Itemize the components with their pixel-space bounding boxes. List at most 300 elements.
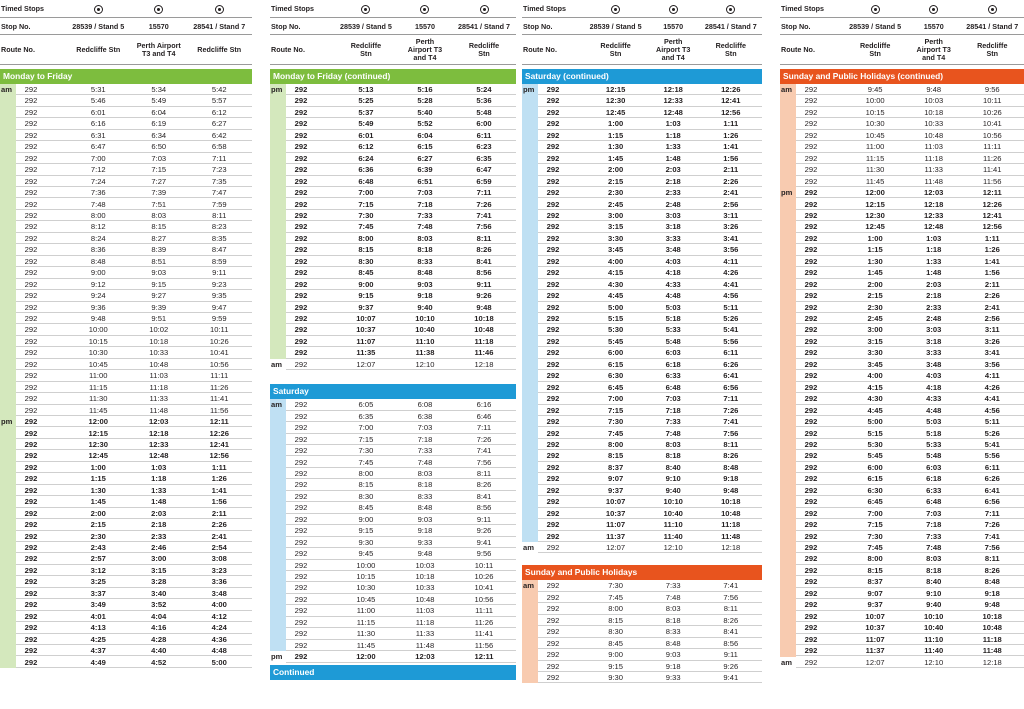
departure-time-cell: 11:18 (982, 634, 1002, 644)
timetable-row (270, 514, 516, 525)
timetable-row (780, 118, 1024, 129)
stop-number-cell: 28539 / Stand 5 (589, 21, 642, 31)
timetable-row (0, 382, 252, 393)
route-number-cell: 292 (804, 600, 818, 610)
stop-marker-cell (963, 0, 1022, 18)
departure-time-cell: 8:41 (476, 256, 492, 266)
departure-time-cell: 9:03 (417, 279, 433, 289)
timetable-row (270, 560, 516, 571)
departure-time-cell: 7:47 (211, 188, 227, 198)
header-label: Timed Stops (781, 4, 824, 13)
timetable-row (0, 210, 252, 221)
departure-time-cell: 8:59 (211, 256, 227, 266)
departure-time-cell: 1:48 (926, 268, 942, 278)
stop-marker-cell (904, 0, 963, 18)
timetable-row (522, 580, 762, 591)
route-number-cell: 292 (804, 96, 818, 106)
timetable-row (270, 279, 516, 290)
timetable-row (0, 302, 252, 313)
route-number-cell: 292 (804, 439, 818, 449)
route-number-cell: 292 (546, 497, 560, 507)
header-label: Stop No. (523, 21, 553, 31)
timetable-row (0, 599, 252, 610)
departure-time-cell: 8:18 (417, 245, 433, 255)
route-destination-cell: Perth Airport T3 and T4 (916, 37, 951, 62)
departure-time-cell: 2:41 (723, 188, 739, 198)
route-number-cell: 292 (804, 554, 818, 564)
departure-time-cell: 10:45 (865, 130, 885, 140)
departure-time-cell: 2:11 (984, 279, 1000, 289)
timetable-row (522, 256, 762, 267)
departure-time-cell: 3:23 (211, 565, 227, 575)
route-number-cell: 292 (24, 497, 38, 507)
departure-time-cell: 5:49 (358, 119, 374, 129)
departure-time-cell: 6:26 (723, 359, 739, 369)
departure-time-cell: 7:41 (723, 417, 739, 427)
departure-time-cell: 6:23 (476, 142, 492, 152)
departure-time-cell: 8:27 (151, 233, 167, 243)
route-number-cell: 292 (294, 85, 308, 94)
departure-time-cell: 3:15 (867, 336, 883, 346)
departure-time-cell: 10:30 (356, 583, 376, 593)
departure-time-cell: 7:33 (417, 446, 433, 456)
departure-time-cell: 11:18 (721, 520, 741, 530)
timetable-row (522, 592, 762, 603)
departure-time-cell: 9:45 (867, 85, 883, 94)
departure-time-cell: 8:18 (926, 565, 942, 575)
timetable-row (780, 336, 1024, 347)
route-destination-cell: Redcliffe Stn (859, 41, 891, 58)
route-number-cell: 292 (546, 165, 560, 175)
departure-time-cell: 3:45 (607, 245, 624, 255)
departure-time-cell: 5:49 (151, 96, 167, 106)
timetable-row (780, 233, 1024, 244)
departure-time-cell: 10:48 (474, 325, 494, 335)
timetable-row (270, 457, 516, 468)
departure-time-cell: 12:07 (606, 543, 626, 552)
departure-time-cell: 4:15 (867, 382, 883, 392)
timetable-row (270, 233, 516, 244)
departure-time-cell: 4:45 (867, 405, 883, 415)
departure-time-cell: 12:15 (865, 199, 885, 209)
timetable-row (780, 496, 1024, 507)
timetable-row (0, 462, 252, 473)
departure-time-cell: 6:48 (926, 497, 942, 507)
timetable-row (270, 582, 516, 593)
departure-time-cell: 9:00 (608, 650, 623, 660)
departure-time-cell: 2:41 (211, 531, 227, 541)
departure-time-cell: 6:33 (926, 485, 942, 495)
departure-time-cell: 8:45 (358, 503, 374, 513)
departure-time-cell: 8:37 (867, 577, 883, 587)
departure-time-cell: 3:11 (984, 325, 1000, 335)
departure-time-cell: 4:18 (926, 382, 942, 392)
departure-time-cell: 5:33 (926, 439, 942, 449)
route-number-cell: 292 (804, 85, 818, 94)
departure-time-cell: 3:00 (151, 554, 167, 564)
departure-time-cell: 4:30 (867, 394, 883, 404)
departure-time-cell: 6:04 (151, 107, 167, 117)
route-number-cell: 292 (294, 560, 308, 570)
departure-time-cell: 12:03 (923, 188, 944, 198)
route-number-cell: 292 (294, 491, 308, 501)
departure-time-cell: 12:30 (605, 96, 626, 106)
departure-time-cell: 10:37 (865, 623, 885, 633)
departure-time-cell: 9:18 (723, 474, 739, 484)
timetable-row (0, 542, 252, 553)
route-number-cell: 292 (804, 222, 818, 232)
departure-time-cell: 8:48 (984, 577, 1000, 587)
departure-time-cell: 4:52 (151, 657, 167, 667)
route-number-cell: 292 (24, 623, 38, 633)
departure-time-cell: 8:03 (417, 233, 433, 243)
timetable-row (0, 256, 252, 267)
departure-time-cell: 3:41 (984, 348, 1000, 358)
route-number-cell: 292 (24, 474, 38, 484)
departure-time-cell: 11:33 (149, 394, 168, 404)
departure-time-cell: 7:00 (358, 423, 374, 433)
departure-time-cell: 11:45 (356, 640, 376, 650)
route-number-cell: 292 (294, 359, 308, 369)
route-number-cell: 292 (294, 572, 308, 581)
departure-time-cell: 7:30 (867, 531, 883, 541)
departure-time-cell: 9:15 (358, 526, 374, 536)
departure-time-cell: 3:15 (151, 565, 167, 575)
timetable-column (0, 0, 252, 709)
stop-marker-icon (611, 5, 620, 14)
departure-time-cell: 11:11 (475, 606, 493, 616)
route-number-cell: 292 (294, 468, 308, 478)
departure-time-cell: 9:18 (417, 291, 433, 301)
timetable-row (270, 324, 516, 335)
route-number-cell: 292 (294, 457, 308, 467)
departure-time-cell: 6:03 (665, 348, 681, 358)
route-number-cell: 292 (546, 245, 560, 255)
departure-time-cell: 11:48 (415, 640, 435, 650)
route-number-cell: 292 (24, 302, 38, 312)
departure-time-cell: 1:11 (984, 233, 1000, 243)
departure-time-cell: 12:26 (721, 85, 741, 94)
timetable-row (780, 508, 1024, 519)
timetable-row (0, 405, 252, 416)
departure-time-cell: 8:33 (665, 627, 681, 637)
departure-time-cell: 1:11 (723, 119, 739, 129)
timetable-row (522, 519, 762, 530)
departure-time-cell: 4:30 (607, 279, 624, 289)
departure-time-cell: 7:56 (723, 428, 739, 438)
departure-time-cell: 3:03 (665, 210, 681, 220)
timetable-row (270, 548, 516, 559)
header-label: Stop No. (781, 21, 811, 31)
section-banner: Saturday (270, 384, 516, 399)
departure-time-cell: 12:18 (663, 85, 683, 94)
departure-time-cell: 5:52 (417, 119, 433, 129)
departure-time-cell: 10:45 (356, 594, 376, 604)
timetable-row (0, 84, 252, 95)
departure-time-cell: 10:07 (605, 497, 626, 507)
departure-time-cell: 12:00 (865, 188, 885, 198)
departure-time-cell: 1:00 (867, 233, 883, 243)
departure-time-cell: 11:41 (474, 629, 494, 639)
departure-time-cell: 7:48 (926, 543, 942, 552)
departure-time-cell: 4:48 (926, 405, 942, 415)
timetable-row (270, 422, 516, 433)
timetable-row (270, 347, 516, 358)
departure-time-cell: 9:56 (984, 85, 1000, 94)
departure-time-cell: 8:00 (358, 468, 374, 478)
departure-time-cell: 10:41 (209, 348, 229, 358)
departure-time-cell: 6:34 (151, 130, 167, 140)
timetable-row (0, 130, 252, 141)
timetable-row (780, 645, 1024, 656)
departure-time-cell: 12:41 (209, 439, 229, 449)
route-number-cell: 292 (804, 657, 818, 667)
timetable-row (270, 434, 516, 445)
departure-time-cell: 7:45 (358, 222, 374, 232)
route-number-cell: 292 (804, 485, 818, 495)
departure-time-cell: 6:58 (211, 142, 227, 152)
departure-time-cell: 11:10 (663, 520, 683, 530)
header-label: Route No. (781, 45, 815, 54)
header-divider (270, 64, 516, 65)
route-number-cell: 292 (294, 537, 308, 547)
stop-number-row (522, 18, 762, 35)
departure-time-cell: 6:46 (476, 411, 492, 421)
departure-time-cell: 10:56 (982, 130, 1002, 140)
departure-time-cell: 8:12 (90, 222, 106, 232)
departure-time-cell: 11:03 (924, 142, 943, 152)
route-destination-cell: Redcliffe Stn (468, 41, 500, 58)
stop-number-cell: 28539 / Stand 5 (339, 21, 392, 31)
departure-time-cell: 3:48 (211, 588, 227, 598)
departure-time-cell: 5:00 (867, 417, 883, 427)
departure-time-cell: 7:27 (151, 176, 167, 186)
timetable-row (270, 141, 516, 152)
departure-time-cell: 7:48 (665, 592, 681, 602)
departure-time-cell: 7:15 (151, 165, 167, 175)
departure-time-cell: 8:26 (984, 565, 1000, 575)
departure-time-cell: 6:00 (607, 348, 624, 358)
route-number-cell: 292 (804, 646, 818, 656)
departure-time-cell: 10:07 (356, 314, 376, 323)
stop-marker-icon (726, 5, 735, 14)
departure-time-cell: 12:33 (923, 210, 944, 220)
timetable-row (780, 634, 1024, 645)
departure-time-cell: 3:40 (151, 588, 167, 598)
departure-time-cell: 8:33 (417, 491, 433, 501)
route-number-cell: 292 (24, 188, 38, 198)
route-number-cell: 292 (546, 474, 560, 484)
departure-time-cell: 3:15 (607, 222, 624, 232)
route-number-cell: 292 (24, 462, 38, 472)
timed-stops-row (270, 0, 516, 18)
timetable-row (522, 176, 762, 187)
route-destination-cell: Redcliffe Stn (715, 41, 746, 58)
route-number-cell: 292 (804, 634, 818, 644)
departure-time-cell: 8:15 (358, 245, 374, 255)
stop-number-row (270, 18, 516, 35)
route-destination-cell: Perth Airport T3 and T4 (407, 37, 443, 62)
route-number-cell: 292 (294, 210, 308, 220)
departure-time-cell: 7:48 (417, 457, 433, 467)
route-number-cell: 292 (294, 96, 308, 106)
departure-time-cell: 10:40 (663, 508, 683, 518)
departure-time-cell: 7:41 (723, 581, 739, 591)
departure-time-cell: 8:03 (417, 468, 433, 478)
stop-marker-cell (455, 0, 514, 18)
timetable-row (780, 428, 1024, 439)
departure-time-cell: 10:33 (415, 583, 435, 593)
departure-time-cell: 8:11 (212, 210, 227, 220)
timetable-row (522, 603, 762, 614)
timetable-row (0, 531, 252, 542)
stop-marker-icon (154, 5, 163, 14)
departure-time-cell: 9:56 (476, 549, 492, 559)
departure-time-cell: 4:56 (984, 405, 1000, 415)
departure-time-cell: 6:41 (984, 485, 1000, 495)
route-number-cell: 292 (24, 279, 38, 289)
departure-time-cell: 1:15 (867, 245, 883, 255)
departure-time-cell: 12:30 (865, 210, 885, 220)
departure-time-cell: 3:36 (211, 577, 227, 587)
route-number-cell: 292 (546, 581, 560, 591)
departure-time-cell: 3:49 (90, 600, 106, 610)
route-number-cell: 292 (294, 549, 308, 559)
timetable-row (522, 393, 762, 404)
timetable-row (522, 542, 762, 553)
departure-time-cell: 8:11 (476, 468, 492, 478)
route-number-cell: 292 (546, 268, 560, 278)
departure-time-cell: 8:26 (476, 480, 492, 490)
route-destination-cell: Redcliffe Stn (600, 41, 631, 58)
route-number-cell: 292 (546, 508, 560, 518)
route-number-cell: 292 (804, 188, 818, 198)
timetable-row (522, 661, 762, 672)
departure-time-cell: 8:39 (151, 245, 167, 255)
departure-time-cell: 9:07 (867, 588, 883, 598)
departure-time-cell: 11:33 (415, 629, 435, 639)
timetable-row (780, 359, 1024, 370)
departure-time-cell: 6:50 (151, 142, 167, 152)
route-number-cell: 292 (294, 617, 308, 627)
departure-time-cell: 11:48 (982, 646, 1002, 656)
timetable-row (0, 622, 252, 633)
route-number-cell: 292 (24, 439, 38, 449)
timetable-row (270, 313, 516, 324)
route-number-cell: 292 (294, 233, 308, 243)
route-number-cell: 292 (24, 142, 38, 152)
timetable-row (270, 153, 516, 164)
departure-time-cell: 2:03 (665, 165, 681, 175)
timetable-row (522, 508, 762, 519)
departure-time-cell: 5:03 (926, 417, 942, 427)
departure-time-cell: 5:16 (417, 85, 433, 94)
route-number-cell: 292 (294, 222, 308, 232)
departure-time-cell: 2:11 (211, 508, 227, 518)
timetable-row (780, 405, 1024, 416)
timetable-row (0, 634, 252, 645)
departure-time-cell: 7:11 (212, 153, 227, 163)
route-number-cell: 292 (294, 423, 308, 433)
departure-time-cell: 8:11 (984, 554, 1000, 564)
departure-time-cell: 2:26 (723, 176, 739, 186)
departure-time-cell: 6:42 (211, 130, 227, 140)
am-pm-label: am (523, 581, 534, 591)
route-number-cell: 292 (804, 336, 818, 346)
timetable-row (0, 370, 252, 381)
departure-time-cell: 2:33 (926, 302, 942, 312)
departure-time-cell: 10:03 (924, 96, 944, 106)
departure-time-cell: 5:15 (607, 314, 624, 323)
departure-time-cell: 6:11 (476, 130, 492, 140)
route-number-cell: 292 (546, 382, 560, 392)
timetable-column (522, 0, 762, 709)
departure-time-cell: 11:37 (865, 646, 885, 656)
route-number-cell: 292 (804, 371, 818, 381)
departure-time-cell: 2:03 (151, 508, 167, 518)
departure-time-cell: 6:51 (417, 176, 433, 186)
departure-time-cell: 8:47 (211, 245, 227, 255)
route-number-cell: 292 (294, 268, 308, 278)
timetable-row (780, 657, 1024, 668)
timetable-row (270, 479, 516, 490)
departure-time-cell: 8:36 (90, 245, 106, 255)
route-number-cell: 292 (24, 543, 38, 552)
departure-time-cell: 6:35 (476, 153, 492, 163)
timetable-row (780, 553, 1024, 564)
route-number-cell: 292 (546, 96, 560, 106)
departure-time-cell: 11:48 (721, 531, 741, 541)
departure-time-cell: 5:41 (984, 439, 1000, 449)
timetable-row (522, 496, 762, 507)
timetable-row (0, 199, 252, 210)
departure-time-cell: 1:41 (984, 256, 1000, 266)
route-number-cell: 292 (804, 359, 818, 369)
departure-time-cell: 2:56 (984, 314, 1000, 323)
departure-time-cell: 11:00 (89, 371, 108, 381)
header-label: Route No. (271, 45, 305, 54)
departure-time-cell: 11:40 (663, 531, 683, 541)
timetable-row (780, 279, 1024, 290)
route-number-cell: 292 (24, 222, 38, 232)
timetable-row (522, 473, 762, 484)
timetable-row (522, 405, 762, 416)
departure-time-cell: 2:15 (867, 291, 883, 301)
departure-time-cell: 6:30 (867, 485, 883, 495)
timetable-row (0, 187, 252, 198)
stop-number-row (780, 18, 1024, 35)
departure-time-cell: 9:03 (417, 514, 433, 524)
departure-time-cell: 11:18 (149, 382, 168, 392)
route-number-cell: 292 (294, 526, 308, 536)
departure-time-cell: 10:48 (721, 508, 741, 518)
header-label: Timed Stops (271, 4, 314, 13)
departure-time-cell: 10:18 (149, 336, 169, 346)
route-number-cell: 292 (804, 543, 818, 552)
departure-time-cell: 10:03 (415, 560, 435, 570)
departure-time-cell: 4:48 (665, 291, 681, 301)
route-number-cell: 292 (294, 640, 308, 650)
route-number-cell: 292 (24, 291, 38, 301)
departure-time-cell: 8:18 (665, 615, 681, 625)
route-number-cell: 292 (804, 405, 818, 415)
header-label: Stop No. (1, 21, 31, 31)
route-number-cell: 292 (294, 279, 308, 289)
departure-time-cell: 5:48 (926, 451, 942, 461)
route-number-cell: 292 (546, 615, 560, 625)
timetable-row (270, 628, 516, 639)
timetable-row (522, 347, 762, 358)
